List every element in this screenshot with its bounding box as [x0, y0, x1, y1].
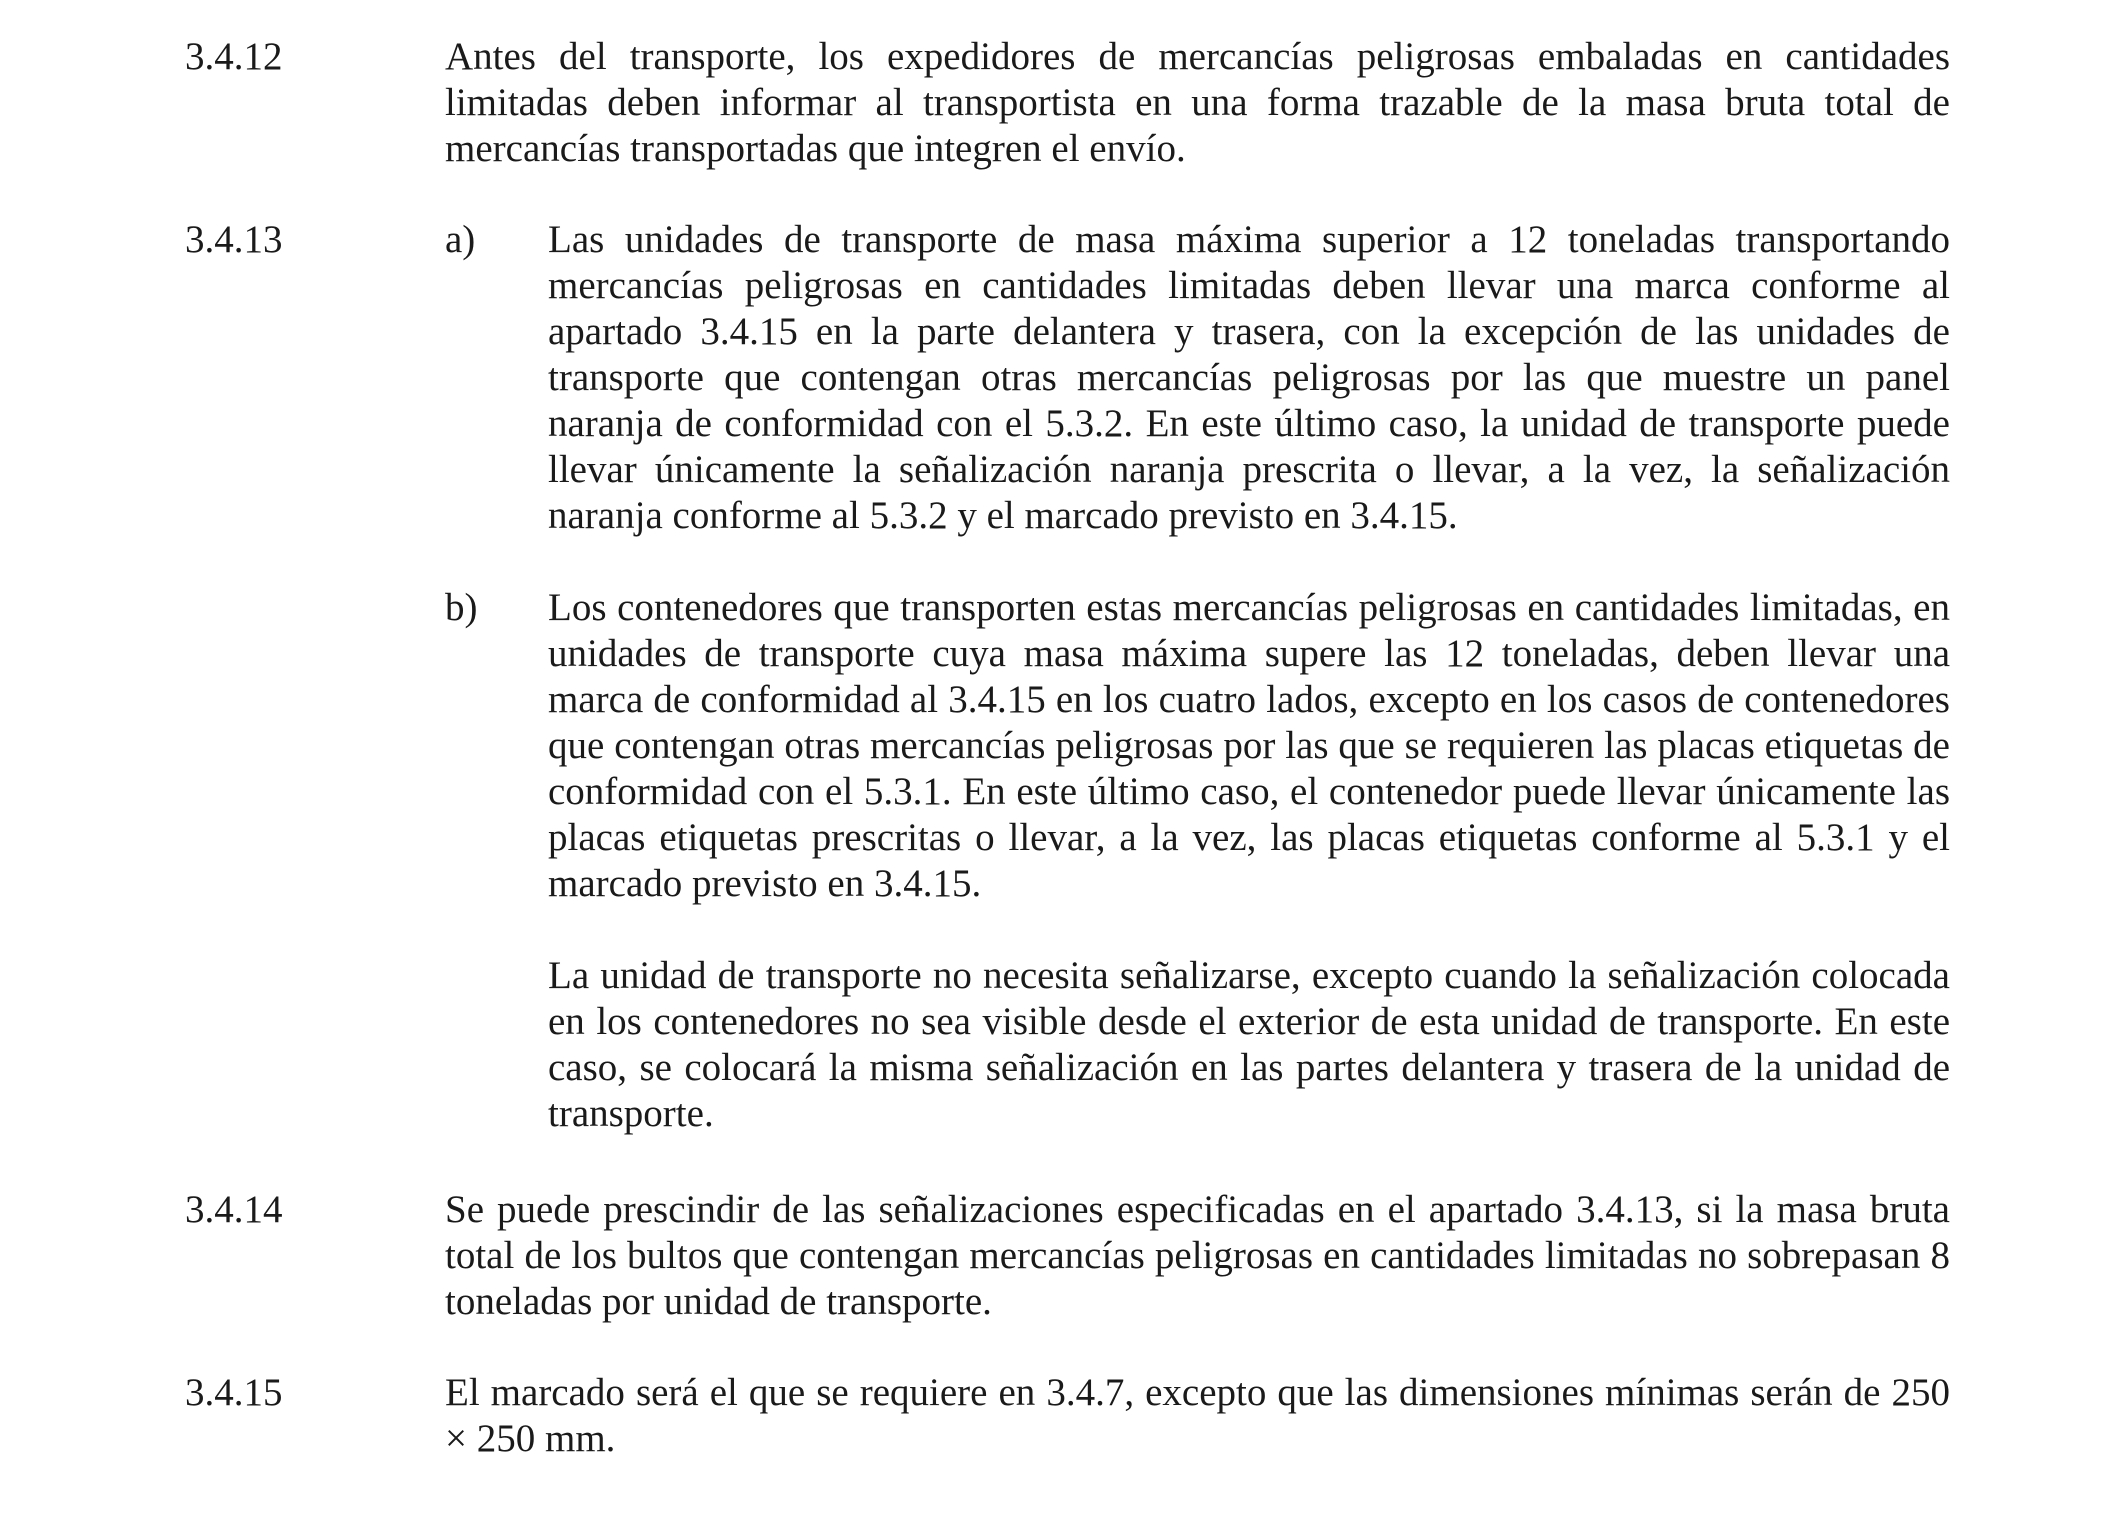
subitem-extra-text — [548, 953, 1950, 1137]
section-number: 3.4.12 — [185, 35, 283, 78]
section-text — [445, 34, 1950, 172]
paragraph: La unidad de transporte no necesita señalizarse, excepto cuando la señalización colocada en los contenedores no sea visible desde el exterior de esta unidad de transporte. En este caso, se colocará la misma señalización en las partes delantera y trasera de la unidad de transporte. — [548, 954, 1950, 1135]
section-number: 3.4.14 — [185, 1188, 283, 1231]
subitem-text — [548, 585, 1950, 907]
subitem-label: b) — [445, 586, 478, 629]
paragraph: Las unidades de transporte de masa máxima superior a 12 toneladas transportando mercancías peligrosas en cantidades limitadas deben llevar una marca conforme al apartado 3.4.15 en la parte delantera y trasera, con la excepción de las unidades de transporte que contengan otras mercancías peligrosas por las que muestre un panel naranja de conformidad con el 5.3.2. En este último caso, la unidad de transporte puede llevar únicamente la señalización naranja prescrita o llevar, a la vez, la señalización naranja conforme al 5.3.2 y el marcado previsto en 3.4.15. — [548, 218, 1950, 537]
section-number: 3.4.15 — [185, 1371, 283, 1414]
paragraph: El marcado será el que se requiere en 3.4.7, excepto que las dimensiones mínimas serán de 250 × 250 mm. — [445, 1371, 1950, 1460]
section-number: 3.4.13 — [185, 218, 283, 261]
subitem-label: a) — [445, 218, 476, 261]
paragraph: Los contenedores que transporten estas mercancías peligrosas en cantidades limitadas, en unidades de transporte cuya masa máxima supere las 12 toneladas, deben llevar una marca de conformidad al 3.4.15 en los cuatro lados, excepto en los casos de contenedores que contengan otras mercancías peligrosas por las que se requieren las placas etiquetas de conformidad con el 5.3.1. En este último caso, el contenedor puede llevar únicamente las placas etiquetas prescritas o llevar, a la vez, las placas etiquetas conforme al 5.3.1 y el marcado previsto en 3.4.15. — [548, 586, 1950, 905]
subitem-text — [548, 217, 1950, 539]
section-text — [445, 1187, 1950, 1325]
paragraph: Antes del transporte, los expedidores de mercancías peligrosas embaladas en cantidades limitadas deben informar al transportista en una forma trazable de la masa bruta total de mercancías transportadas que integren el envío. — [445, 35, 1950, 170]
paragraph: Se puede prescindir de las señalizaciones especificadas en el apartado 3.4.13, si la masa bruta total de los bultos que contengan mercancías peligrosas en cantidades limitadas no sobrepasan 8 toneladas por unidad de transporte. — [445, 1188, 1950, 1323]
section-text — [445, 1370, 1950, 1462]
